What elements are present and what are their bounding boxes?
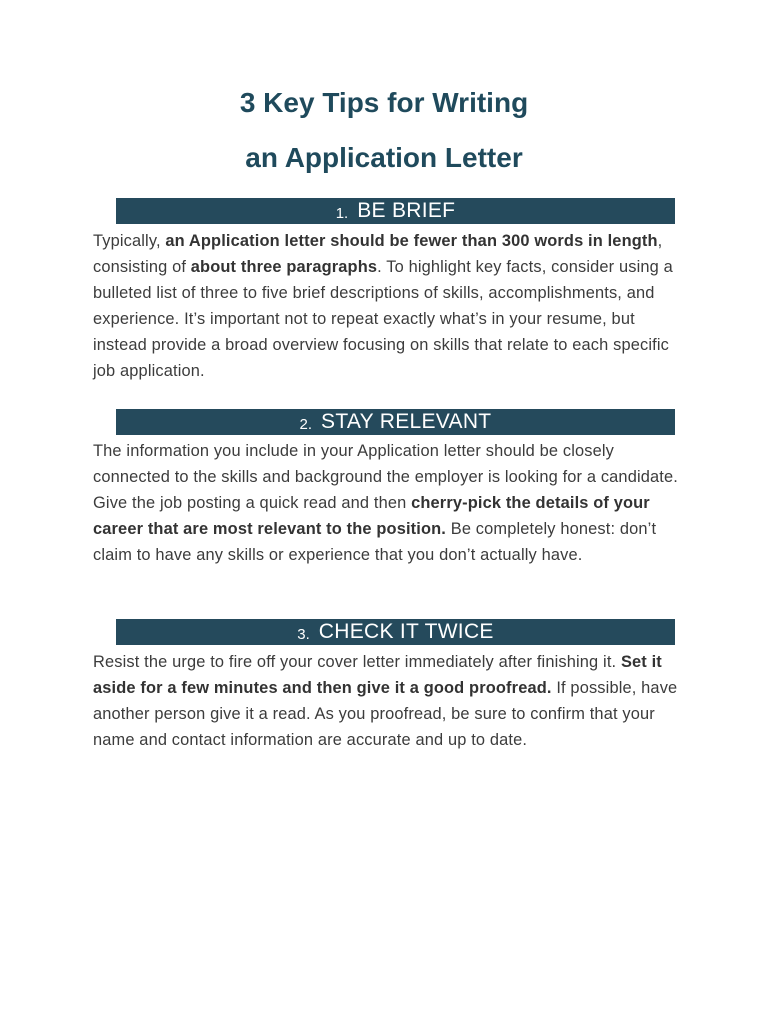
section-body-stay-relevant	[93, 438, 685, 568]
body-text-bold: Set it aside for a few minutes and then give it a good proofread.	[93, 653, 662, 697]
body-text: Typically,	[93, 232, 166, 250]
body-text: Resist the urge to fire off your cover letter immediately after finishing it.	[93, 653, 621, 671]
section-heading-label: BE BRIEF	[357, 199, 456, 222]
body-text-bold: about three paragraphs	[190, 258, 378, 276]
section-heading-check-it-twice	[116, 619, 675, 645]
body-text: If possible, have another person give it a read. As you proofread, be sure to confirm that your name and contact information are accurate and up to date.	[93, 679, 678, 749]
body-text: , consisting of	[93, 232, 663, 276]
section-body-be-brief	[93, 228, 685, 384]
page-title-line-1: 3 Key Tips for Writing	[239, 87, 529, 118]
section-body-check-it-twice	[93, 649, 685, 753]
body-text-bold: cherry-pick the details of your career that are most relevant to the position.	[93, 494, 650, 538]
section-number: 2.	[299, 416, 313, 433]
section-heading-stay-relevant	[116, 409, 675, 435]
section-heading-label: CHECK IT TWICE	[318, 620, 494, 643]
body-text: Be completely honest: don’t claim to have any skills or experience that you don’t actually have.	[93, 520, 657, 564]
section-heading-label: STAY RELEVANT	[321, 410, 492, 433]
section-number: 1.	[335, 205, 349, 222]
section-number: 3.	[297, 626, 310, 643]
page-title-line-2: an Application Letter	[245, 142, 523, 173]
body-text: . To highlight key facts, consider using a bulleted list of three to five brief descriptions of skills, accomplishments, and experience. It’s important not to repeat exactly what’s in your resume, but instead provide a broad overview focusing on skills that relate to each specific job application.	[93, 258, 673, 380]
body-text-bold: an Application letter should be fewer than 300 words in length	[165, 232, 658, 250]
section-heading-be-brief	[116, 198, 675, 224]
body-text: The information you include in your Application letter should be closely connected to the skills and background the employer is looking for a candidate. Give the job posting a quick read and then	[93, 442, 678, 512]
